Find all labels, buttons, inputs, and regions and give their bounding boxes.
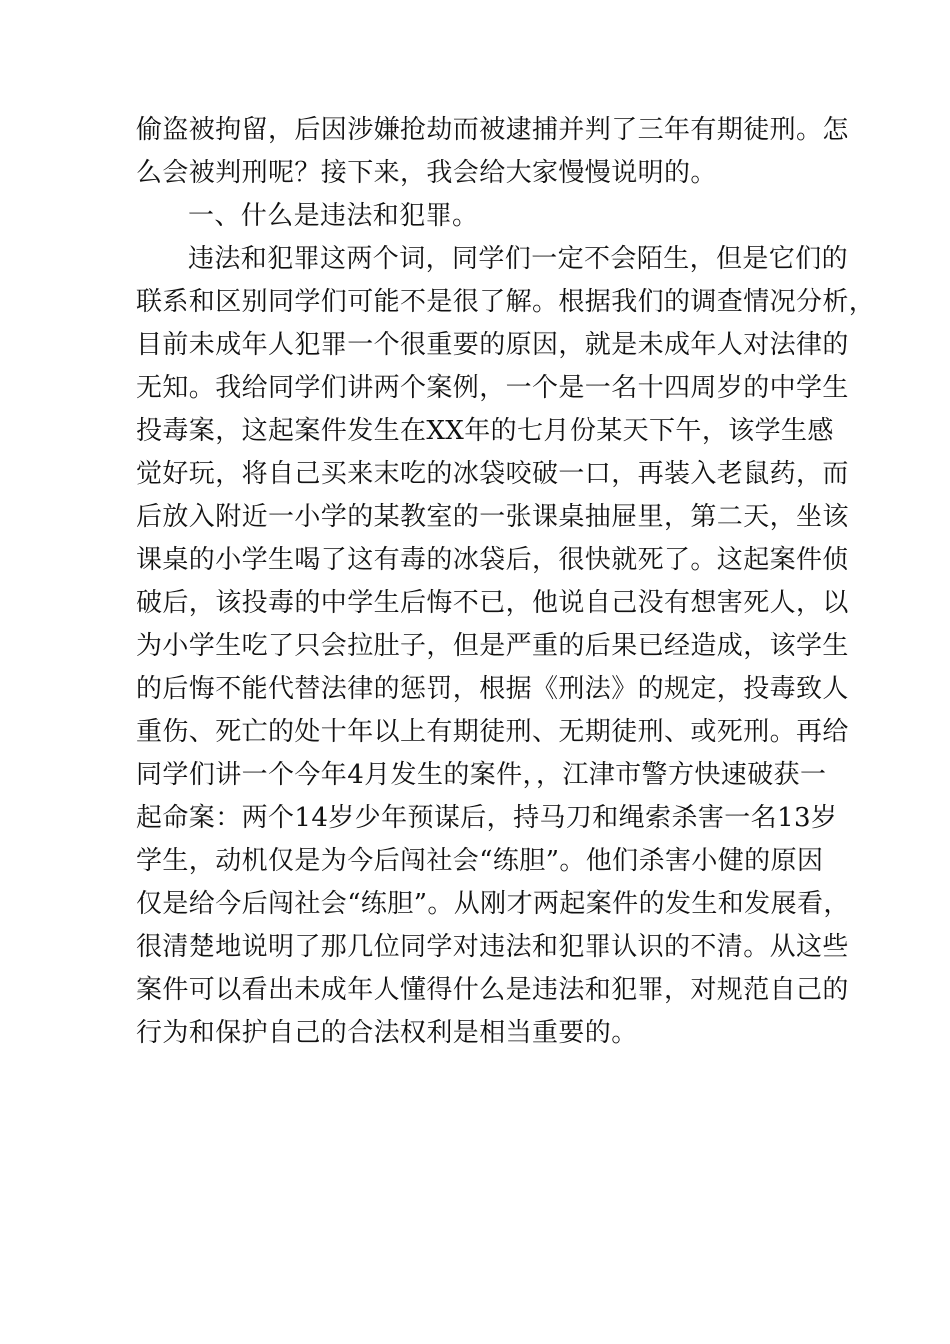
section-heading: 一、什么是违法和犯罪。 xyxy=(188,201,479,231)
text-line: 破后，该投毒的中学生后悔不已，他说自己没有想害死人，以 xyxy=(136,588,849,618)
text-line: 么会被判刑呢？接下来，我会给大家慢慢说明的。 xyxy=(136,158,717,188)
text-line: 重伤、死亡的处十年以上有期徒刑、无期徒刑、或死刑。再给 xyxy=(136,717,849,747)
text-line: 行为和保护自己的合法权利是相当重要的。 xyxy=(136,1018,638,1048)
text-line: 起命案：两个14岁少年预谋后，持马刀和绳索杀害一名13岁 xyxy=(136,803,838,833)
text-line: 联系和区别同学们可能不是很了解。根据我们的调查情况分析， xyxy=(136,287,876,317)
text-line: 目前未成年人犯罪一个很重要的原因，就是未成年人对法律的 xyxy=(136,330,849,360)
text-line: 课桌的小学生喝了这有毒的冰袋后，很快就死了。这起案件侦 xyxy=(136,545,849,575)
text-line: 违法和犯罪这两个词，同学们一定不会陌生，但是它们的 xyxy=(188,244,849,274)
body-text xyxy=(136,109,876,1055)
text-line: 的后悔不能代替法律的惩罚，根据《刑法》的规定，投毒致人 xyxy=(136,674,849,704)
text-line: 投毒案，这起案件发生在XX年的七月份某天下午，该学生感 xyxy=(136,416,834,446)
text-line: 后放入附近一小学的某教室的一张课桌抽屉里，第二天，坐该 xyxy=(136,502,849,532)
text-line: 很清楚地说明了那几位同学对违法和犯罪认识的不清。从这些 xyxy=(136,932,849,962)
text-line: 为小学生吃了只会拉肚子，但是严重的后果已经造成，该学生 xyxy=(136,631,849,661)
text-line: 学生，动机仅是为今后闯社会“练胆”。他们杀害小健的原因 xyxy=(136,846,824,876)
text-line: 仅是给今后闯社会“练胆”。从刚才两起案件的发生和发展看， xyxy=(136,889,850,919)
text-line: 偷盗被拘留，后因涉嫌抢劫而被逮捕并判了三年有期徒刑。怎 xyxy=(136,115,849,145)
text-line: 无知。我给同学们讲两个案例，一个是一名十四周岁的中学生 xyxy=(136,373,849,403)
text-line: 觉好玩，将自己买来末吃的冰袋咬破一口，再装入老鼠药，而 xyxy=(136,459,849,489)
text-line: 案件可以看出未成年人懂得什么是违法和犯罪，对规范自己的 xyxy=(136,975,849,1005)
text-line: 同学们讲一个今年4月发生的案件，，江津市警方快速破获一 xyxy=(136,760,827,790)
